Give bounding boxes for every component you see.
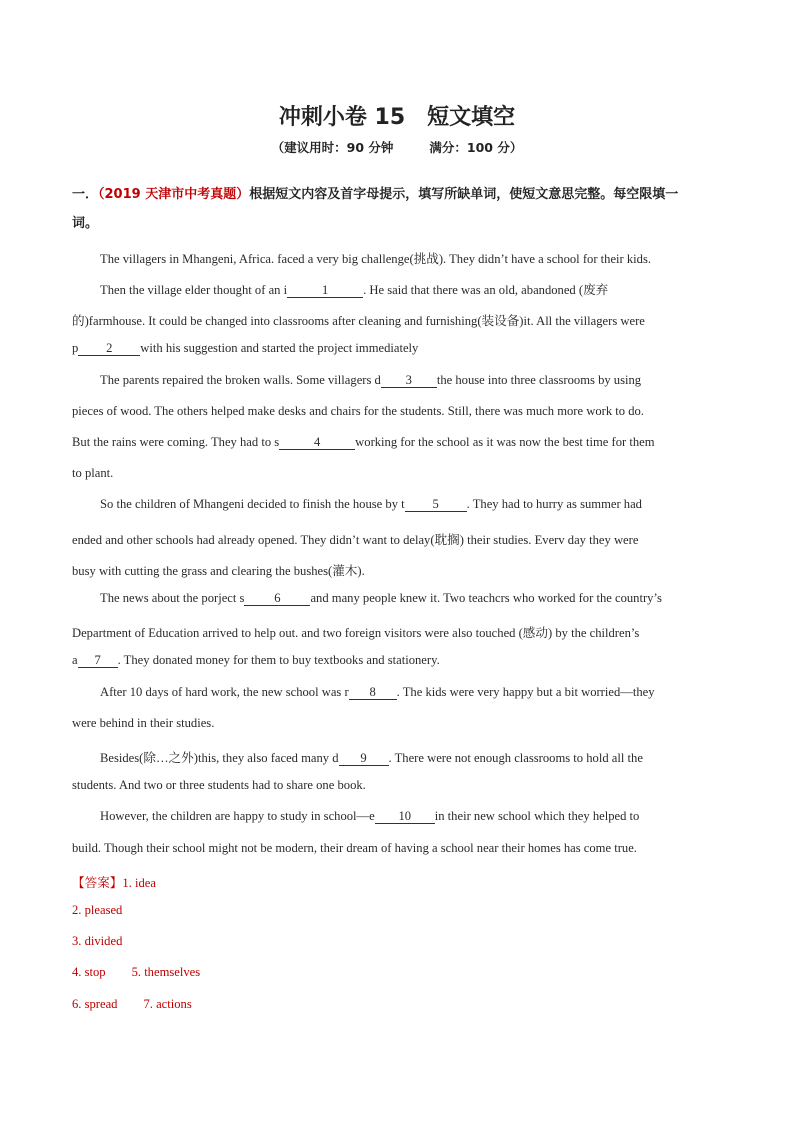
passage-line: Department of Education arrived to help out. and two foreign visitors were also touched (感动) by the children’s [72,626,640,640]
passage-text: with his suggestion and started the project immediately [140,341,419,355]
passage-text: But the rains were coming. They had to s [72,435,280,449]
passage-text: working for the school as it was now the best time for them [355,435,655,449]
passage-line [100,591,662,606]
passage-text: . He said that there was an old, abandoned (废弃 [363,283,609,297]
passage-line [100,279,608,298]
passage-line: ended and other schools had already opened. They didn’t want to delay(耽搁) their studies. Everv day they were [72,533,639,547]
blank-2: 2 [78,342,140,356]
passage-line: pieces of wood. The others helped make desks and chairs for the students. Still, there was much more work to do. [72,404,644,418]
passage-line: to plant. [72,466,114,480]
page-title: 冲刺小卷 15 短文填空 [278,105,516,130]
passage-text: The parents repaired the broken walls. Some villagers d [100,373,381,387]
answer-label: 【答案】 [72,875,123,890]
passage-text: in their new school which they helped to [434,809,640,823]
passage-text: . There were not enough classrooms to hold all the [388,751,643,765]
passage-line [100,747,643,766]
answer-item: 4. stop [72,965,106,979]
blank-8: 8 [349,686,397,700]
blank-9: 9 [339,752,389,766]
passage-text: and many people knew it. Two teachcrs who worked for the country’s [310,591,662,605]
passage-line: busy with cutting the grass and clearing the bushes(灌木). [72,564,365,578]
answer-item: 3. divided [72,934,123,948]
answer-item: 5. themselves [131,965,201,979]
section-number: 一． [72,187,99,202]
passage-text: The news about the porject s [100,591,245,605]
passage-text: . They donated money for them to buy textbooks and stationery. [117,653,440,667]
passage-line [72,435,655,450]
passage-line [100,497,642,512]
passage-line: students. And two or three students had to share one book. [72,778,366,792]
passage-text: After 10 days of hard work, the new school was r [100,685,349,699]
passage-line: The villagers in Mhangeni, Africa. faced a very big challenge(挑战). They didn’t have a school for their kids. [100,252,652,266]
passage-text: the house into three classrooms by using [436,373,642,387]
passage-text: . The kids were very happy but a bit worried—they [396,685,655,699]
answer-item: 1. idea [122,876,156,890]
passage-line: were behind in their studies. [72,716,215,730]
instruction-text: 根据短文内容及首字母提示，填写所缺单词，使短文意思完整。每空限填一 [249,187,679,202]
answer-line [72,872,156,891]
full-score: 满分：100 分） [429,140,523,155]
passage-text: p [72,341,79,355]
blank-7: 7 [78,654,118,668]
answer-item: 6. spread [72,997,118,1011]
passage-text: So the children of Mhangeni decided to finish the house by t [100,497,405,511]
passage-line [72,653,440,668]
passage-text: . They had to hurry as summer had [466,497,642,511]
passage-text: Then the village elder thought of an i [100,283,288,297]
blank-10: 10 [375,810,435,824]
page-subtitle [0,138,794,156]
answer-line [72,965,200,980]
passage-line [100,685,655,700]
instruction-text-cont: 词。 [72,216,99,231]
passage-text: However, the children are happy to study in school—e [100,809,375,823]
passage-line [100,373,641,388]
section-instruction [72,180,724,238]
answer-item: 2. pleased [72,903,123,917]
passage-line: 的)farmhouse. It could be changed into classrooms after cleaning and furnishing(装设备)it. All the villagers were [72,314,645,328]
passage-line: build. Though their school might not be modern, their dream of having a school near their homes has come true. [72,841,637,855]
answer-item: 7. actions [143,997,192,1011]
source-tag: （2019 天津市中考真题） [98,187,250,202]
blank-4: 4 [279,436,355,450]
blank-5: 5 [405,498,467,512]
suggested-time: （建议用时：90 分钟 [271,140,394,155]
blank-3: 3 [381,374,437,388]
blank-1: 1 [287,284,363,298]
passage-text: a [72,653,78,667]
answer-line [72,997,192,1012]
passage-line [100,809,639,824]
passage-text: Besides(除…之外)this, they also faced many d [100,751,339,765]
passage-line [72,341,418,356]
blank-6: 6 [244,592,310,606]
